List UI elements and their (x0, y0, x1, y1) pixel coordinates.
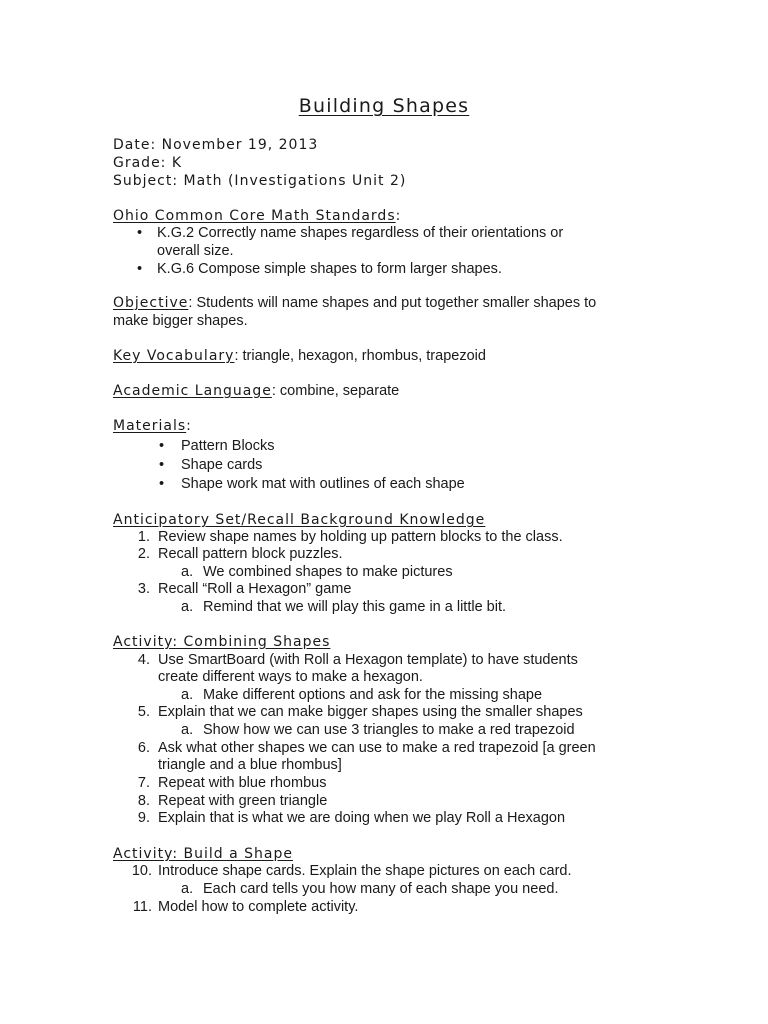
list-number: 2. (137, 546, 150, 562)
material-item: Shape cards (181, 457, 263, 473)
list-item: Repeat with blue rhombus (158, 775, 327, 791)
sub-item-letter: a. (181, 564, 194, 580)
list-item: Repeat with green triangle (158, 793, 328, 809)
list-number: 10. (131, 863, 152, 879)
vocabulary-heading: Key Vocabulary (113, 348, 235, 364)
list-number: 9. (137, 810, 150, 826)
standards-heading-row: Ohio Common Core Math Standards: (113, 208, 401, 224)
sub-item: We combined shapes to make pictures (203, 564, 453, 580)
document-title: Building Shapes (298, 95, 470, 117)
vocabulary-text: : triangle, hexagon, rhombus, trapezoid (234, 348, 486, 364)
list-number: 7. (137, 775, 150, 791)
bullet-glyph: • (137, 261, 143, 277)
list-item: Recall pattern block puzzles. (158, 546, 343, 562)
standards-heading: Ohio Common Core Math Standards (113, 208, 396, 224)
materials-heading-row: Materials: (113, 418, 191, 434)
sub-item-letter: a. (181, 687, 194, 703)
subject-line: Subject: Math (Investigations Unit 2) (113, 173, 407, 189)
sub-item-letter: a. (181, 722, 194, 738)
list-item: Explain that is what we are doing when we play Roll a Hexagon (158, 810, 566, 826)
sub-item: Show how we can use 3 triangles to make a red trapezoid (203, 722, 575, 738)
combining-heading: Activity: Combining Shapes (113, 634, 331, 650)
objective-row (113, 294, 596, 312)
standard-item: K.G.2 Correctly name shapes regardless of their orientations or (157, 225, 564, 241)
list-item: Recall “Roll a Hexagon” game (158, 581, 352, 597)
sub-item: Make different options and ask for the missing shape (203, 687, 543, 703)
bullet-glyph: • (159, 476, 165, 492)
list-number: 11. (132, 899, 152, 915)
list-item: Explain that we can make bigger shapes using the smaller shapes (158, 704, 583, 720)
anticipatory-heading: Anticipatory Set/Recall Background Knowledge (113, 512, 486, 528)
academic-language-heading: Academic Language (113, 383, 272, 399)
objective-text: : Students will name shapes and put together smaller shapes to (188, 295, 597, 311)
bullet-glyph: • (159, 438, 165, 454)
sub-item-letter: a. (181, 881, 194, 897)
list-number: 4. (137, 652, 150, 668)
list-item: Ask what other shapes we can use to make a red trapezoid [a green (158, 740, 596, 756)
academic-language-row (113, 382, 399, 400)
list-item: Introduce shape cards. Explain the shape pictures on each card. (158, 863, 572, 879)
list-item-cont: create different ways to make a hexagon. (158, 669, 423, 685)
date-line: Date: November 19, 2013 (113, 137, 319, 153)
objective-text-cont: make bigger shapes. (113, 313, 248, 329)
standard-item: K.G.6 Compose simple shapes to form larger shapes. (157, 261, 502, 277)
list-item: Use SmartBoard (with Roll a Hexagon template) to have students (158, 652, 578, 668)
objective-heading: Objective (113, 295, 189, 311)
bullet-glyph: • (137, 225, 143, 241)
list-item: Model how to complete activity. (158, 899, 359, 915)
material-item: Pattern Blocks (181, 438, 275, 454)
build-heading: Activity: Build a Shape (113, 846, 293, 862)
build-heading-row (113, 845, 293, 863)
vocabulary-row (113, 347, 486, 365)
list-number: 6. (137, 740, 150, 756)
combining-heading-row (113, 633, 330, 651)
list-item-cont: triangle and a blue rhombus] (158, 757, 342, 773)
sub-item: Remind that we will play this game in a little bit. (203, 599, 507, 615)
list-number: 5. (137, 704, 150, 720)
academic-language-text: : combine, separate (271, 383, 400, 399)
list-number: 8. (137, 793, 150, 809)
list-number: 3. (137, 581, 150, 597)
grade-line: Grade: K (113, 155, 183, 171)
materials-heading: Materials (113, 418, 187, 434)
sub-item: Each card tells you how many of each shape you need. (203, 881, 559, 897)
list-number: 1. (137, 529, 150, 545)
bullet-glyph: • (159, 457, 165, 473)
anticipatory-heading-row (113, 511, 485, 529)
material-item: Shape work mat with outlines of each shape (181, 476, 465, 492)
list-item: Review shape names by holding up pattern blocks to the class. (158, 529, 563, 545)
standard-item-cont: overall size. (157, 243, 234, 259)
sub-item-letter: a. (181, 599, 194, 615)
